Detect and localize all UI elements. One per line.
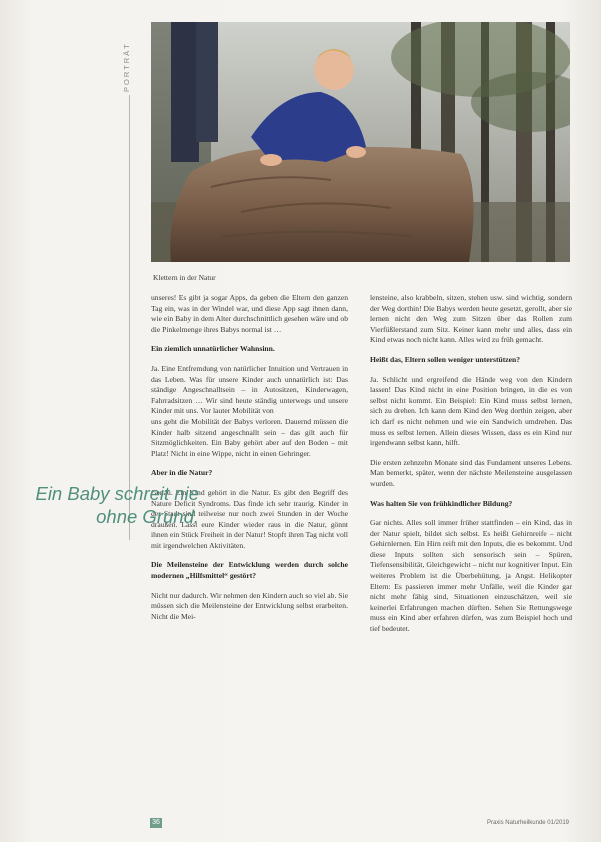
interview-question: Die Meilensteine der Entwicklung werden durch solche modernen „Hilfsmittel“ gestört?	[151, 560, 348, 581]
pull-quote: Ein Baby schreit nie ohne Grund.	[35, 483, 199, 527]
interview-question: Was halten Sie von frühkindlicher Bildung?	[370, 498, 513, 508]
rubric-divider	[129, 95, 130, 540]
paragraph: lensteine, also krabbeln, sitzen, stehen usw. sind wichtig, sondern der Weg dorthin! Die Babys werden heute gesetzt, gerollt, aber sie lernen nicht den Weg zum Sitzen über das Rollen zum Vierfüßlerstand zum Sitz. Keiner kann mehr und alles, dass ein Kind etwas noch nicht kann. Alles wird zu früh gemacht.	[370, 293, 572, 345]
interview-question: Aber in die Natur?	[151, 468, 213, 478]
article-column-right	[370, 293, 572, 644]
section-rubric: PORTRÄT	[122, 42, 131, 92]
paragraph: Ja. Eine Entfremdung von natürlicher Intuition und Vertrauen in das Leben. Was für unsere Kinder auch unnatürlich ist: Das ständige Angeschnalltsein – in Autositzen, Kinderwagen, Fahrradsitzen … Wir sind heute ständig unterwegs und unsere Kinder mit uns. Vor lauter Mobilität von	[151, 363, 348, 416]
paragraph: Genau. Ein Kind gehört in die Natur. Es gibt den Begriff des Nature Deficit Syndroms. Das finde ich sehr traurig. Kinder in der Stadt sind teilweise nur noch zwei Stunden in der Woche draußen. Lasst eure Kinder wieder raus in die Natur, gönnt ihnen ein Stück Freiheit in der Natur! Stopft ihren Tag nicht voll mit irgendwelchen Aktivitäten.	[151, 487, 348, 550]
photo-caption: Klettern in der Natur	[153, 273, 216, 282]
interview-question: Ein ziemlich unnatürlicher Wahnsinn.	[151, 344, 275, 354]
interview-question: Heißt das, Eltern sollen weniger unterstützen?	[370, 354, 521, 364]
photo-child-climbing-rock	[151, 22, 570, 262]
article-photo	[151, 22, 570, 262]
paragraph: Nicht nur dadurch. Wir nehmen den Kindern auch so viel ab. Sie müssen sich die Meilensteine der Entwicklung selbst erarbeiten. Nicht die Mei-	[151, 590, 348, 621]
page-number: 36	[150, 818, 162, 828]
paragraph: Die ersten zehnzehn Monate sind das Fundament unseres Lebens. Man bemerkt, später, wenn der nächste Meilensteine ausgelassen wurden.	[370, 457, 572, 488]
paragraph: Ja. Schlicht und ergreifend die Hände weg von den Kindern lassen! Das Kind nicht in eine Position bringen, in die es von selbst nicht kommt. Ein Beispiel: Ein Kind muss selbst lernen, sich zu drehen. Ich kann dem Kind den Weg dorthin zeigen, aber ich darf es nicht nehmen und wie ein Sandwich umdrehen. Das muss es selbst lernen. Allein dieses Wissen, dass es ein Kind nur irgendwann selbst kann, hilft.	[370, 374, 572, 448]
footer-issue: Praxis Naturheilkunde 01/2019	[486, 820, 569, 826]
paragraph: Gar nichts. Alles soll immer früher stattfinden – ein Kind, das in der Natur spielt, bildet sich selbst. Es heißt Gehirnreife – nicht Gehirnlernen. Ein Hirn reift mit den Inputs, die es bekommt. Und diese Inputs sollten sich sensorisch sein – Spüren, Tiefensensibilität, Gleichgewicht – nicht nur kognitiver Input. Ein weiteres Problem ist die Überbehütung, ja Angst. Helikopter Eltern: Es passieren immer mehr Unfälle, weil die Kinder gar nicht mehr fähig sind, Situationen einzuschätzen, weil sie keinerlei Erfahrungen machen dürften. Sehen Sie Rettungswege muss ein Kind aber erfahren dürfen, was zum Beispiel hoch und tief bedeutet.	[370, 518, 572, 634]
paragraph: uns geht die Mobilität der Babys verloren. Dauernd müssen die Kinder halb sitzend angeschnallt sein – das gilt auch für Sitzmöglichkeiten. Ein Baby gehört aber auf den Boden – mit Platz! Nicht in eine Wippe, nicht in einen Gehringer.	[151, 416, 348, 458]
paragraph: unseres! Es gibt ja sogar Apps, da geben die Eltern den ganzen Tag ein, was in der Windel war, und diese App sagt ihnen dann, wie ein Baby in dem Alter durchschnittlich gesehen wäre und ob die Pinkelmenge ihres Babys normal ist …	[151, 293, 348, 334]
article-column-left	[151, 293, 348, 631]
